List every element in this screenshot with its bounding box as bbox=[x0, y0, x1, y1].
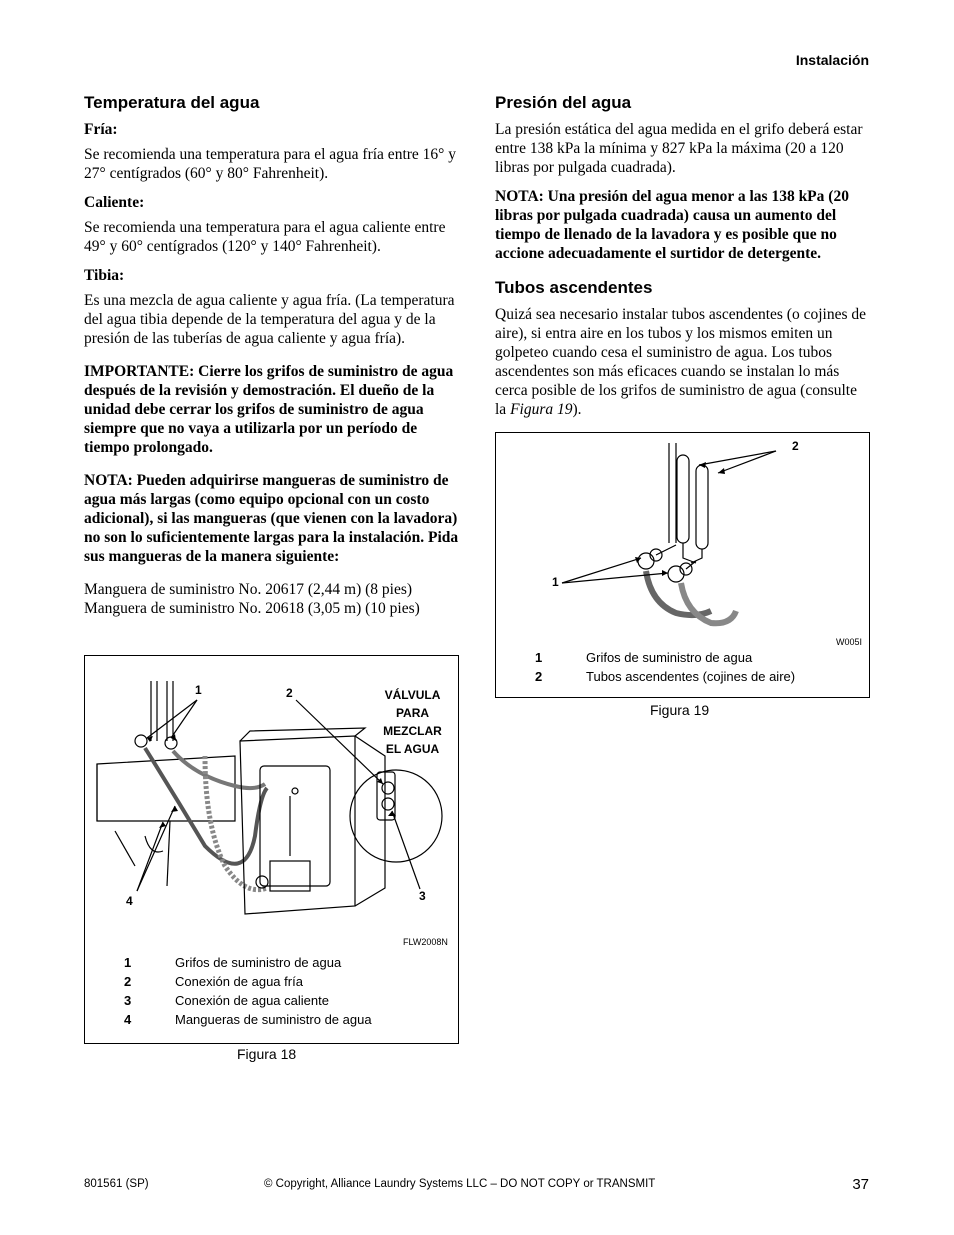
legend-row bbox=[85, 955, 458, 973]
legend-num: 2 bbox=[535, 669, 543, 684]
valve-label bbox=[365, 686, 460, 758]
text-tibia: Es una mezcla de agua caliente y agua fría. (La temperatura del agua tibia depende de la temperatura del agua y de la presión de las tuberías de agua caliente y agua fría). bbox=[84, 292, 455, 347]
riser-tubes-illustration bbox=[496, 433, 869, 648]
callout-3: 3 bbox=[419, 889, 426, 903]
label-caliente: Caliente: bbox=[84, 194, 145, 211]
hose-item-20617: Manguera de suministro No. 20617 (2,44 m) (8 pies) bbox=[84, 581, 413, 598]
legend-row bbox=[85, 993, 458, 1011]
right-column bbox=[495, 92, 870, 429]
legend-row bbox=[85, 974, 458, 992]
heading-tubos: Tubos ascendentes bbox=[495, 278, 653, 297]
hose-list bbox=[84, 580, 459, 618]
legend-text: Mangueras de suministro de agua bbox=[175, 1012, 372, 1027]
label-tibia: Tibia: bbox=[84, 267, 125, 284]
figure-18-code: FLW2008N bbox=[403, 937, 448, 947]
valve-label-line-4: EL AGUA bbox=[385, 742, 440, 756]
legend-num: 1 bbox=[124, 955, 132, 970]
legend-text: Grifos de suministro de agua bbox=[175, 955, 342, 970]
label-fria: Fría: bbox=[84, 121, 118, 138]
callout-2: 2 bbox=[792, 439, 799, 453]
valve-label-line-1: VÁLVULA bbox=[384, 688, 441, 702]
tubos-text-end: ). bbox=[572, 401, 582, 418]
valve-label-line-2: PARA bbox=[395, 706, 430, 720]
hose-item-20618: Manguera de suministro No. 20618 (3,05 m) (10 pies) bbox=[84, 600, 420, 617]
figure-19-reference[interactable]: Figura 19 bbox=[510, 401, 573, 418]
footer-copyright: © Copyright, Alliance Laundry Systems LLC – DO NOT COPY or TRANSMIT bbox=[264, 1178, 656, 1190]
importante-note: IMPORTANTE: Cierre los grifos de suministro de agua después de la revisión y demostración. El dueño de la unidad debe cerrar los grifos de suministro de agua siempre que no vaya a utilizarla por un período de tiempo prolongado. bbox=[84, 363, 454, 456]
figure-19-box bbox=[495, 432, 870, 698]
legend-num: 4 bbox=[124, 1012, 132, 1027]
legend-num: 1 bbox=[535, 650, 543, 665]
legend-text: Conexión de agua caliente bbox=[175, 993, 329, 1008]
heading-presion: Presión del agua bbox=[495, 93, 632, 112]
valve-label-line-3: MEZCLAR bbox=[383, 724, 442, 738]
callout-4: 4 bbox=[126, 894, 133, 908]
nota-mangueras: NOTA: Pueden adquirirse mangueras de suministro de agua más largas (como equipo opcional con un costo adicional), si las mangueras (que vienen con la lavadora) no son lo suficientemente largas para la instalación. Pida sus mangueras de la manera siguiente: bbox=[84, 472, 459, 565]
legend-num: 2 bbox=[124, 974, 132, 989]
text-presion: La presión estática del agua medida en el grifo deberá estar entre 138 kPa la mínima y 827 kPa la máxima (20 a 120 libras por pulgada cuadrada). bbox=[495, 121, 863, 176]
figure-18-box bbox=[84, 655, 459, 1044]
nota-presion: NOTA: Una presión del agua menor a las 138 kPa (20 libras por pulgada cuadrada) causa un aumento del tiempo de llenado de la lavadora y es posible que no accione adecuadamente el surtidor de detergente. bbox=[495, 188, 849, 262]
text-fria: Se recomienda una temperatura para el agua fría entre 16° y 27° centígrados (60° y 80° Fahrenheit). bbox=[84, 146, 456, 182]
legend-text: Conexión de agua fría bbox=[175, 974, 303, 989]
legend-row bbox=[496, 669, 869, 687]
page-number: 37 bbox=[852, 1176, 869, 1193]
figure-18-caption: Figura 18 bbox=[237, 1046, 297, 1062]
heading-temperatura: Temperatura del agua bbox=[84, 93, 260, 112]
footer-doc-id: 801561 (SP) bbox=[84, 1178, 149, 1190]
text-tubos bbox=[495, 305, 870, 419]
legend-num: 3 bbox=[124, 993, 132, 1008]
legend-row bbox=[496, 650, 869, 668]
callout-1: 1 bbox=[552, 575, 559, 589]
left-column bbox=[84, 92, 459, 628]
figure-19-code: W005I bbox=[836, 637, 863, 647]
legend-text: Grifos de suministro de agua bbox=[586, 650, 753, 665]
figure-19-caption: Figura 19 bbox=[650, 702, 710, 718]
tubos-text-part: Quizá sea necesario instalar tubos ascendentes (o cojines de aire), si entra aire en los tubos y los mismos emiten un golpeteo cuando cesa el suministro de agua. Los tubos ascendentes son más eficaces cuando se instalan lo más cerca posible de los grifos de suministro de agua (consulte la bbox=[495, 306, 866, 418]
callout-1: 1 bbox=[195, 683, 202, 697]
legend-row bbox=[85, 1012, 458, 1030]
text-caliente: Se recomienda una temperatura para el agua caliente entre 49° y 60° centígrados (120° y 140° Fahrenheit). bbox=[84, 219, 446, 255]
legend-text: Tubos ascendentes (cojines de aire) bbox=[586, 669, 796, 684]
section-header: Instalación bbox=[795, 52, 869, 68]
callout-2: 2 bbox=[286, 686, 293, 700]
